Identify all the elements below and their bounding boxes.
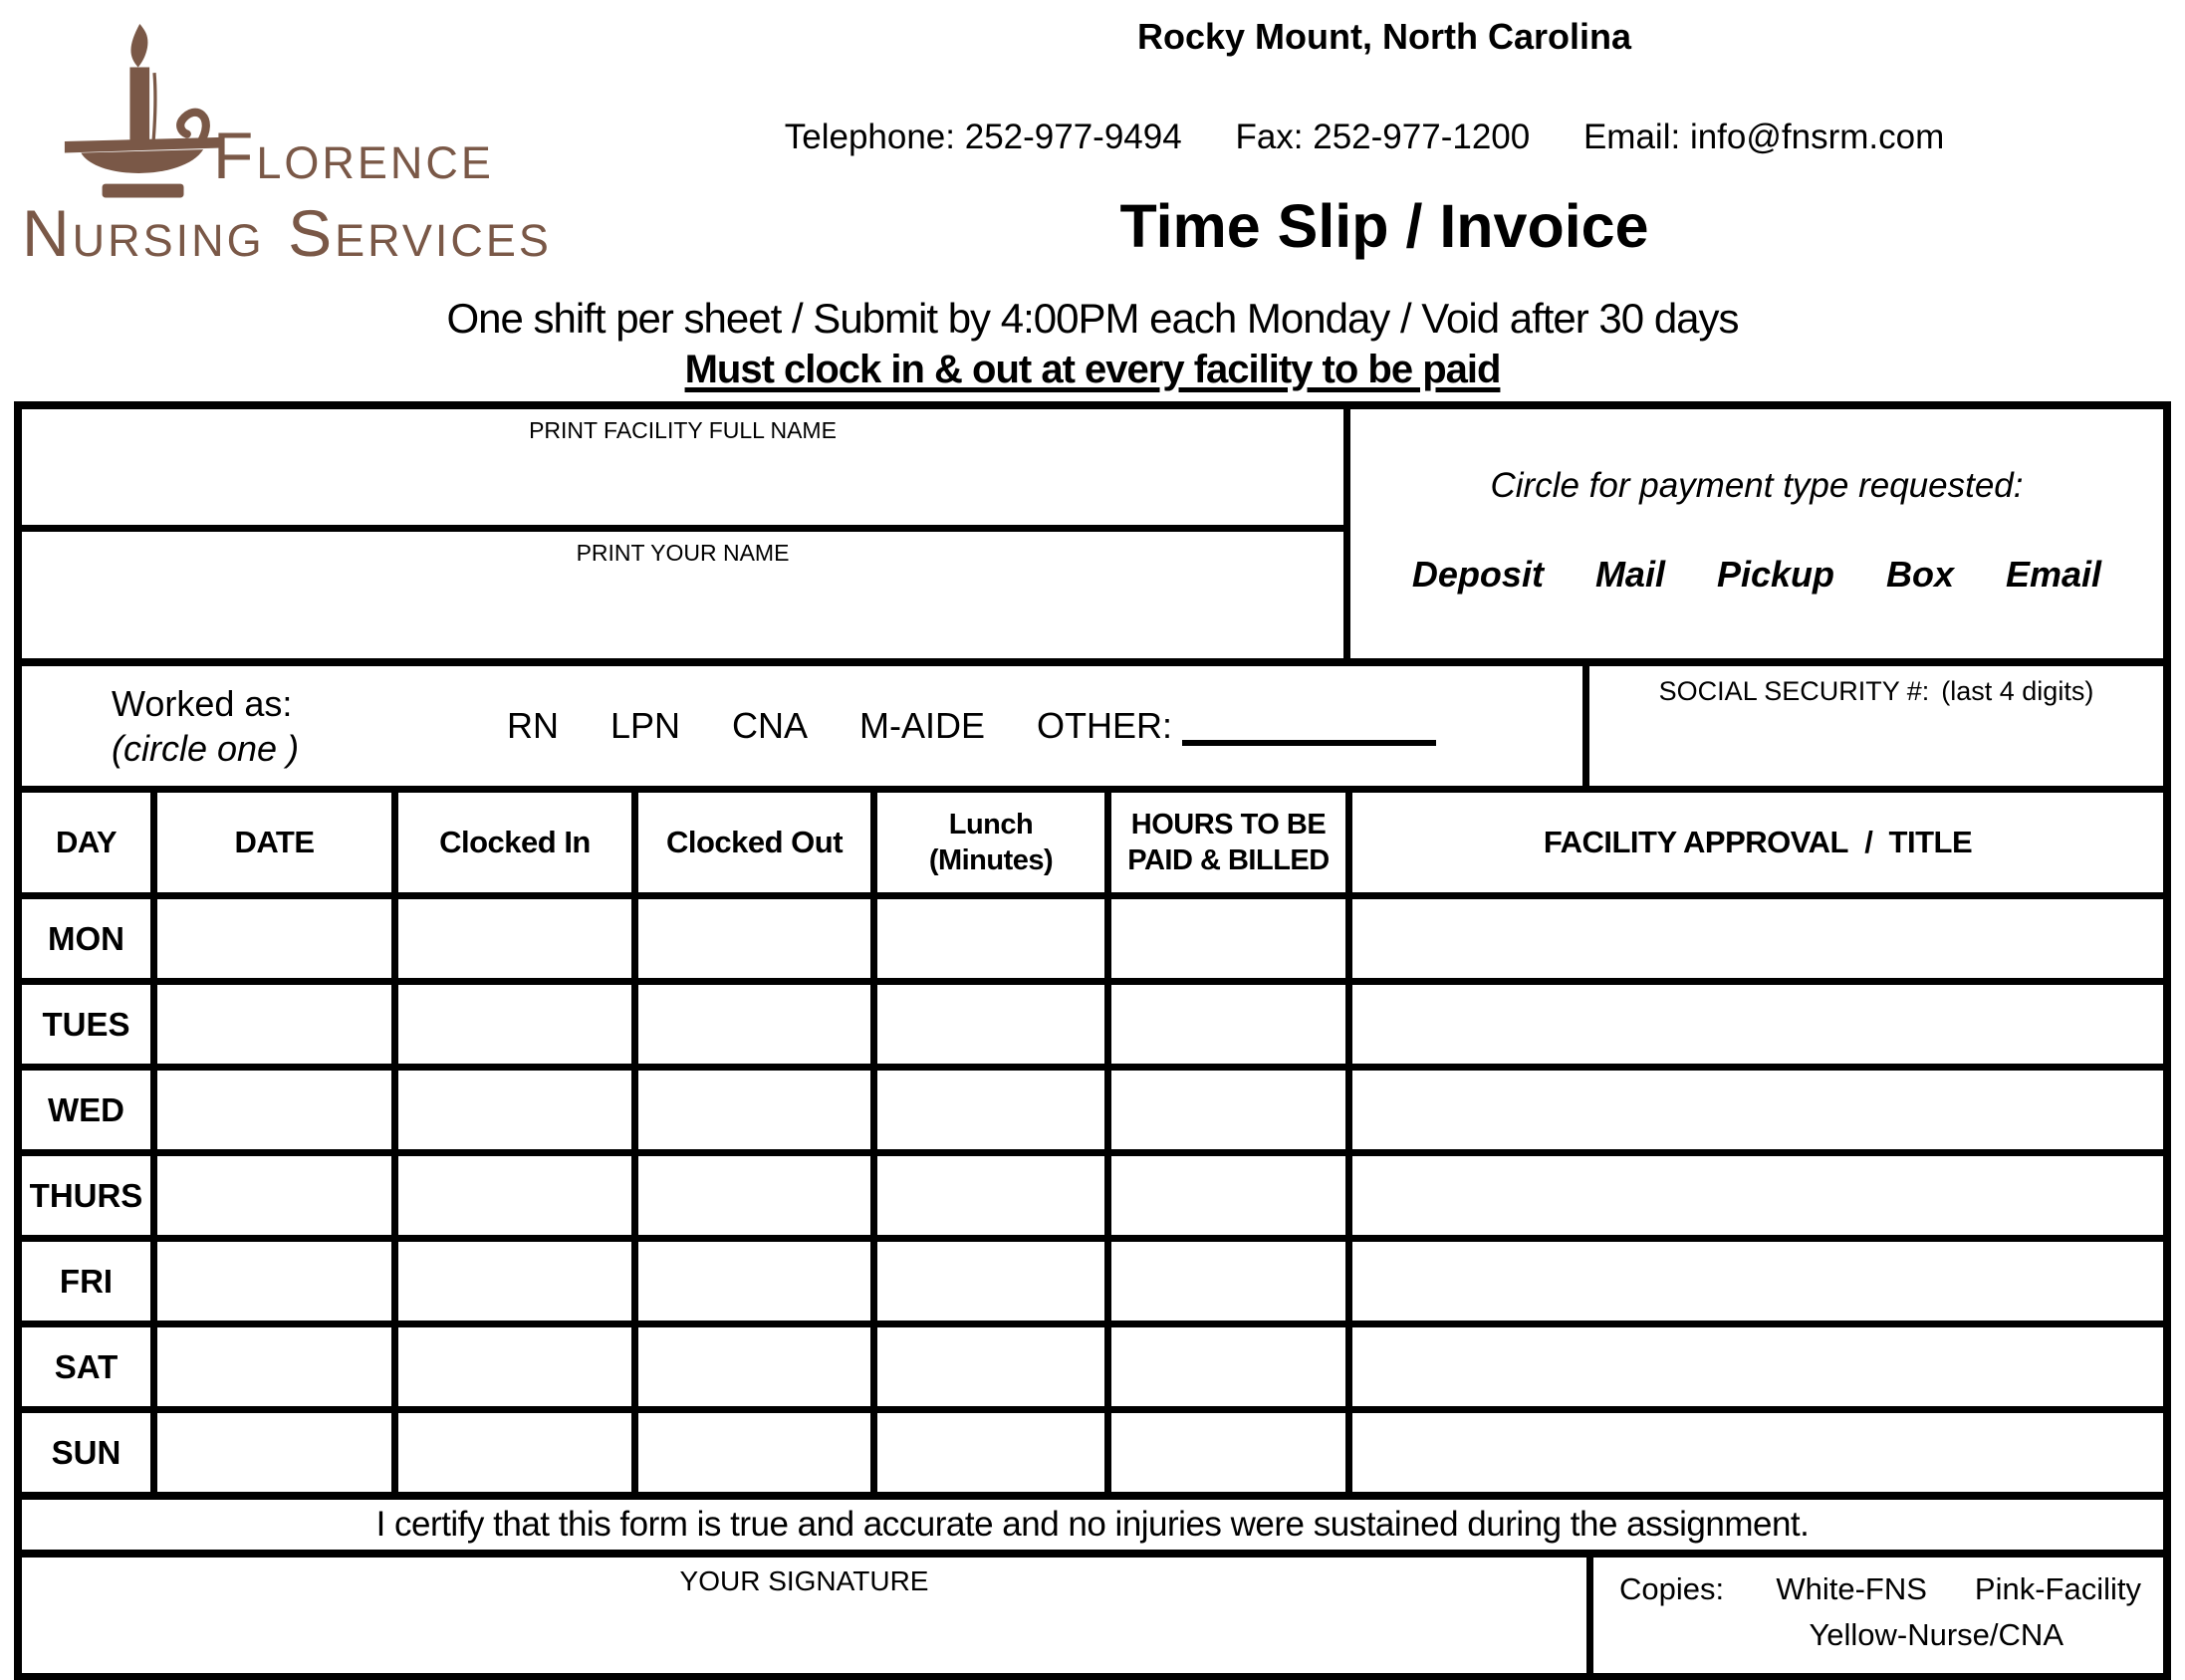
hours-cell[interactable]	[1111, 1413, 1352, 1492]
clocked-in-cell[interactable]	[398, 985, 638, 1064]
form-body	[14, 401, 2171, 1680]
facility-name-label: PRINT FACILITY FULL NAME	[529, 417, 837, 443]
table-row-sun	[22, 1406, 2163, 1492]
role-option-rn[interactable]: RN	[506, 705, 559, 746]
logo-word-services: ERVICES	[335, 215, 552, 266]
copies-legend	[1593, 1558, 2163, 1673]
facility-approval-cell[interactable]	[1352, 1242, 2163, 1320]
payment-option-box[interactable]: Box	[1886, 553, 1955, 595]
email-address: Email: info@fnsrm.com	[1582, 118, 1945, 156]
payment-option-pickup[interactable]: Pickup	[1716, 553, 1834, 595]
your-name-label: PRINT YOUR NAME	[576, 540, 790, 566]
telephone-number: Telephone: 252-977-9494	[784, 118, 1182, 156]
clocked-in-cell[interactable]	[398, 1413, 638, 1492]
logo-word-nursing-cap: N	[22, 196, 73, 270]
logo-word-florence: LORENCE	[256, 137, 494, 188]
facility-name-field[interactable]	[22, 409, 1343, 532]
signature-field[interactable]	[22, 1558, 1593, 1673]
hours-cell[interactable]	[1111, 899, 1352, 978]
column-header-clocked-out: Clocked Out	[638, 793, 877, 892]
clocked-in-cell[interactable]	[398, 1156, 638, 1235]
role-option-lpn[interactable]: LPN	[609, 705, 680, 746]
company-logo	[18, 6, 596, 295]
table-row-fri	[22, 1235, 2163, 1320]
signature-row	[22, 1550, 2163, 1673]
facility-approval-cell[interactable]	[1352, 1071, 2163, 1149]
lunch-cell[interactable]	[877, 1156, 1111, 1235]
date-cell[interactable]	[157, 899, 398, 978]
day-label-cell: SUN	[22, 1413, 157, 1492]
clocked-out-cell[interactable]	[638, 1327, 877, 1406]
timesheet-header-row	[22, 793, 2163, 892]
day-label-cell: MON	[22, 899, 157, 978]
worked-as-section	[22, 666, 1589, 786]
hours-cell[interactable]	[1111, 1242, 1352, 1320]
clocked-out-cell[interactable]	[638, 1242, 877, 1320]
hours-cell[interactable]	[1111, 1071, 1352, 1149]
role-options	[361, 705, 1582, 747]
lunch-cell[interactable]	[877, 1327, 1111, 1406]
payment-options	[1370, 554, 2143, 596]
lunch-cell[interactable]	[877, 1242, 1111, 1320]
clock-in-notice: Must clock in & out at every facility to be paid	[684, 348, 1501, 391]
day-label-cell: TUES	[22, 985, 157, 1064]
worked-as-and-ssn-row	[22, 658, 2163, 786]
clocked-out-cell[interactable]	[638, 1156, 877, 1235]
submission-instructions: One shift per sheet / Submit by 4:00PM each Monday / Void after 30 days	[446, 295, 1739, 342]
table-row-wed	[22, 1064, 2163, 1149]
payment-option-mail[interactable]: Mail	[1594, 553, 1665, 595]
clocked-out-cell[interactable]	[638, 1413, 877, 1492]
lunch-cell[interactable]	[877, 1071, 1111, 1149]
day-label-cell: FRI	[22, 1242, 157, 1320]
name-fields	[22, 409, 1350, 658]
payment-type-section	[1350, 409, 2163, 658]
ssn-label: SOCIAL SECURITY #: (last 4 digits)	[1658, 676, 2094, 706]
column-header-clocked-in: Clocked In	[398, 793, 638, 892]
timesheet-table	[22, 786, 2163, 1492]
column-header-facility-approval: FACILITY APPROVAL / TITLE	[1543, 824, 1973, 859]
clocked-out-cell[interactable]	[638, 1071, 877, 1149]
ssn-field[interactable]	[1589, 666, 2163, 786]
column-header-hours: HOURS TO BE PAID & BILLED	[1111, 793, 1352, 892]
clocked-in-cell[interactable]	[398, 1242, 638, 1320]
copies-label: Copies:	[1619, 1571, 1725, 1606]
names-and-payment-row	[22, 409, 2163, 658]
payment-option-email[interactable]: Email	[2006, 553, 2102, 595]
copy-yellow-nurse: Yellow-Nurse/CNA	[1809, 1617, 2064, 1652]
date-cell[interactable]	[157, 1242, 398, 1320]
worked-as-label: Worked as: (circle one )	[112, 683, 300, 769]
facility-approval-cell[interactable]	[1352, 985, 2163, 1064]
facility-approval-cell[interactable]	[1352, 1327, 2163, 1406]
facility-approval-cell[interactable]	[1352, 899, 2163, 978]
logo-word-nursing: URSING	[72, 215, 265, 266]
payment-option-deposit[interactable]: Deposit	[1411, 553, 1544, 595]
clocked-in-cell[interactable]	[398, 1327, 638, 1406]
table-row-tues	[22, 978, 2163, 1064]
role-other-blank-field[interactable]	[1182, 706, 1436, 746]
signature-label: YOUR SIGNATURE	[679, 1565, 929, 1596]
lunch-cell[interactable]	[877, 1413, 1111, 1492]
hours-cell[interactable]	[1111, 1156, 1352, 1235]
date-cell[interactable]	[157, 1413, 398, 1492]
date-cell[interactable]	[157, 1327, 398, 1406]
column-header-day: DAY	[22, 793, 157, 892]
table-row-sat	[22, 1320, 2163, 1406]
page-title: Time Slip / Invoice	[1119, 192, 1649, 260]
payment-prompt: Circle for payment type requested:	[1490, 466, 2024, 506]
date-cell[interactable]	[157, 1071, 398, 1149]
role-option-cna[interactable]: CNA	[732, 705, 809, 746]
certification-statement: I certify that this form is true and accurate and no injuries were sustained during the assignment.	[22, 1492, 2163, 1550]
your-name-field[interactable]	[22, 532, 1343, 658]
date-cell[interactable]	[157, 985, 398, 1064]
clocked-in-cell[interactable]	[398, 1071, 638, 1149]
date-cell[interactable]	[157, 1156, 398, 1235]
day-label-cell: SAT	[22, 1327, 157, 1406]
lunch-cell[interactable]	[877, 899, 1111, 978]
logo-word-florence-cap: F	[213, 119, 257, 192]
contact-line	[558, 118, 2171, 157]
hours-cell[interactable]	[1111, 985, 1352, 1064]
copy-pink-facility: Pink-Facility	[1974, 1571, 2141, 1606]
logo-word-services-cap: S	[288, 196, 336, 270]
day-label-cell: WED	[22, 1071, 157, 1149]
table-row-thurs	[22, 1149, 2163, 1235]
facility-approval-cell[interactable]	[1352, 1413, 2163, 1492]
facility-approval-cell[interactable]	[1352, 1156, 2163, 1235]
role-option-other-label: OTHER:	[1037, 705, 1173, 746]
clocked-out-cell[interactable]	[638, 899, 877, 978]
fax-number: Fax: 252-977-1200	[1235, 118, 1531, 156]
hours-cell[interactable]	[1111, 1327, 1352, 1406]
copy-white-fns: White-FNS	[1776, 1571, 1927, 1606]
lunch-cell[interactable]	[877, 985, 1111, 1064]
clocked-in-cell[interactable]	[398, 899, 638, 978]
column-header-lunch: Lunch (Minutes)	[877, 793, 1111, 892]
role-option-maide[interactable]: M-AIDE	[859, 705, 986, 746]
day-label-cell: THURS	[22, 1156, 157, 1235]
location-line: Rocky Mount, North Carolina	[1136, 16, 1632, 57]
column-header-date: DATE	[157, 793, 398, 892]
company-name	[18, 6, 596, 295]
table-row-mon	[22, 892, 2163, 978]
clocked-out-cell[interactable]	[638, 985, 877, 1064]
